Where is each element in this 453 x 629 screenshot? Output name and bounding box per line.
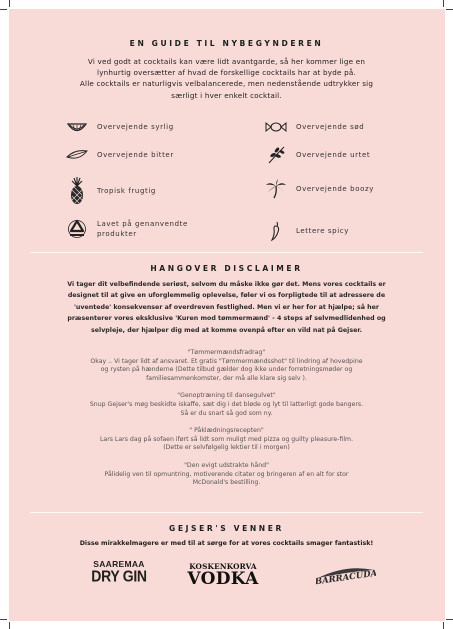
legend-item: [64, 144, 174, 166]
legend-label: Overvejende syrlig: [97, 123, 174, 131]
section-divider: [30, 252, 423, 253]
intro-line: Alle cocktails er naturligvis velbalancerede, men nedenstående udtrykker sig: [79, 79, 374, 89]
pineapple-icon: [64, 176, 90, 206]
crop-mark: [9, 622, 10, 629]
paragraph-line: præsenterer vores eksklusive 'Kuren mod tømmermænd' - 4 steps af selvmedlidenhed og: [67, 315, 386, 323]
paragraph-line: designet til at give en uforglemmelig oplevelse, føler vi os forpligtede til at adressere de: [67, 292, 386, 300]
step-line: Så er du snart så god som ny.: [180, 409, 273, 417]
barracuda-logo: [316, 562, 376, 586]
crop-mark: [0, 9, 7, 10]
friends-line: Disse mirakkelmagere er med til at sørge for at vores cocktails smager fantastisk!: [79, 540, 374, 547]
step-line: Pålidelig ven til opmuntring, motiverende citater og bringeren af en alt for stor: [104, 470, 349, 478]
crop-mark: [0, 619, 7, 620]
legend-item: [64, 218, 188, 240]
intro-line: lynhurtig oversætter af hvad de forskellige cocktails har at byde på.: [97, 68, 356, 78]
friends-title: GEJSER'S VENNER: [169, 524, 284, 533]
crop-mark: [446, 9, 453, 10]
legend-item: [263, 116, 364, 138]
legend-label: Tropisk frugtig: [97, 187, 156, 195]
hangover-steps: [22, 349, 431, 497]
legend-label-line: produkter: [97, 230, 137, 238]
step-line: (Dette er selvfølgelig lektier til i morgen): [163, 444, 290, 452]
legend-item: [64, 116, 174, 138]
hangover-step: [22, 392, 431, 418]
candy-icon: [263, 116, 289, 138]
legend-label: Overvejende boozy: [296, 185, 374, 193]
logo-text: BARRACUDA: [316, 568, 376, 586]
recycle-icon: [64, 218, 90, 240]
intro-line: Vi ved godt at cocktails kan være lidt avantgarde, så her kommer lige en: [87, 57, 366, 66]
legend-item: [263, 144, 370, 166]
guide-intro: [22, 56, 431, 101]
paragraph-line: selvpleje, der hjælper dig med at komme ovenpå efter en vild nat på Gejser.: [91, 326, 362, 334]
palm-tree-icon: [263, 178, 289, 200]
crop-mark: [443, 0, 444, 7]
legend-label-line: Lavet på genanvendte: [97, 220, 188, 228]
guide-title: EN GUIDE TIL NYBEGYNDEREN: [129, 39, 324, 48]
paragraph-line: 'uventede' konsekvenser af overdreven festlighed. Men vi er her for at hjælpe; så her: [73, 303, 380, 311]
step-line: Okay .. Vi tager lidt af ansvaret. Et gratis "Tømmermændsshot" til lindring af hovedpine: [90, 357, 363, 365]
step-line: familiesammenkomster, der må alle klare sig selv ).: [146, 374, 307, 382]
koskenkorva-logo: [180, 562, 266, 587]
legend-label: Lettere spicy: [296, 227, 349, 235]
step-line: Lars Lars dag på sofaen iført så lidt som muligt med pizza og guilty pleasure-film.: [99, 435, 354, 443]
legend-label: Overvejende urtet: [296, 151, 371, 159]
hangover-step: [22, 462, 431, 488]
step-line: McDonald's bestilling.: [192, 479, 261, 487]
crop-mark: [9, 0, 10, 7]
section-divider: [30, 512, 423, 513]
step-line: og rysten på hænderne (Dette tilbud gælder dog ikke under forretningsmøder og: [100, 366, 353, 374]
logo-bottom-text: DRY GIN: [91, 567, 147, 585]
step-line: Snup Gejser's møg beskidte iskaffe, sæt dig i det bløde og lyt til latterligt gode bangers.: [89, 400, 364, 408]
paragraph-line: Vi tager dit velbefindende seriøst, selvom du måske ikke gør det. Mens vores cocktails er: [67, 281, 386, 288]
hangover-step: [22, 427, 431, 453]
logo-top-text: KOSKENKORVA: [189, 562, 257, 571]
hangover-title: HANGOVER DISCLAIMER: [150, 264, 303, 273]
legend-item: [263, 220, 349, 242]
legend-item: [263, 178, 374, 200]
hangover-step: [22, 349, 431, 383]
logo-top-text: SAAREMAA: [93, 559, 145, 569]
step-title: "Genoptræning til dansegulvet": [177, 392, 276, 400]
saaremaa-logo: [88, 559, 150, 583]
step-title: "Tømmermændsfradrag": [187, 349, 266, 356]
chili-icon: [263, 220, 289, 242]
legend-label: Overvejende sød: [296, 123, 365, 131]
legend-item: [64, 176, 156, 206]
intro-line: særligt i hver enkelt cocktail.: [171, 90, 282, 100]
legend-label: [97, 219, 188, 239]
step-title: " Påklædningsrecepten": [189, 427, 264, 435]
step-title: "Den evigt udstrakte hånd": [184, 461, 269, 469]
crop-mark: [443, 622, 444, 629]
legend-label: Overvejende bitter: [97, 151, 174, 159]
leaf-icon: [64, 144, 90, 166]
crop-mark: [446, 619, 453, 620]
lime-slice-icon: [64, 116, 90, 138]
flavor-legend: [0, 112, 453, 247]
hangover-paragraph: [20, 279, 433, 336]
herb-sprig-icon: [263, 144, 289, 166]
logo-bottom-text: VODKA: [187, 569, 259, 589]
